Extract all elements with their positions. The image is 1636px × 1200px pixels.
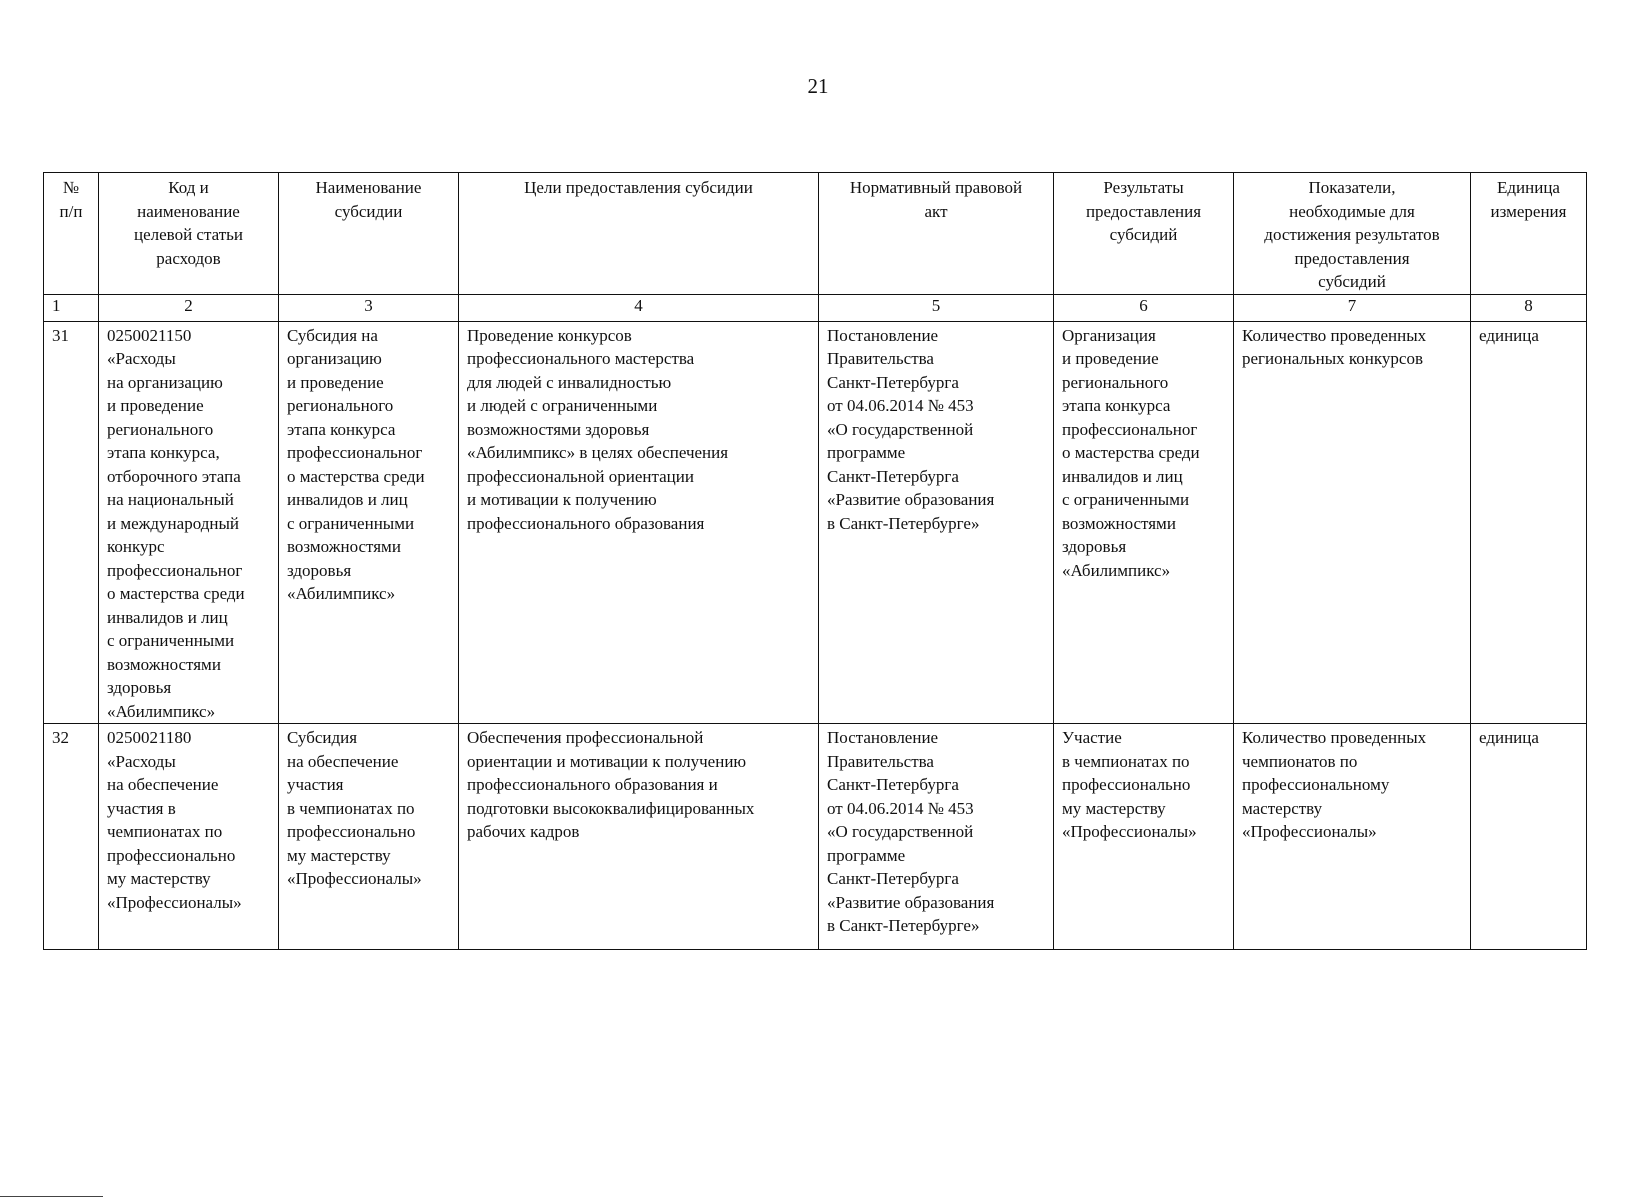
- header-legal-act: Нормативный правовой акт: [819, 173, 1054, 295]
- column-number: 1: [44, 294, 99, 321]
- column-number: 7: [1234, 294, 1471, 321]
- legal-act: Постановление Правительства Санкт-Петербурга от 04.06.2014 № 453 «О государственной программе Санкт-Петербурга «Развитие образования в Санкт-Петербурге»: [819, 724, 1054, 950]
- expense-code: 0250021150 «Расходы на организацию и проведение регионального этапа конкурса, отборочного этапа на национальный и международный конкурс профессиональног о мастерства среди инвалидов и лиц с ограниченными возможностями здоровья «Абилимпикс»: [99, 321, 279, 724]
- column-number: 2: [99, 294, 279, 321]
- column-number: 5: [819, 294, 1054, 321]
- row-number: 32: [44, 724, 99, 950]
- table-row: [44, 724, 1587, 950]
- subsidy-name: Субсидия на организацию и проведение регионального этапа конкурса профессиональног о мастерства среди инвалидов и лиц с ограниченными возможностями здоровья «Абилимпикс»: [279, 321, 459, 724]
- table-row: [44, 321, 1587, 724]
- row-number: 31: [44, 321, 99, 724]
- unit: единица: [1471, 724, 1587, 950]
- column-number: 6: [1054, 294, 1234, 321]
- column-number: 8: [1471, 294, 1587, 321]
- subsidy-table: [43, 172, 1587, 950]
- footer-divider: [0, 1196, 103, 1197]
- column-number: 4: [459, 294, 819, 321]
- header-subsidy-name: Наименование субсидии: [279, 173, 459, 295]
- subsidy-results: Организация и проведение регионального этапа конкурса профессиональног о мастерства среди инвалидов и лиц с ограниченными возможностями здоровья «Абилимпикс»: [1054, 321, 1234, 724]
- subsidy-goals: Обеспечения профессиональной ориентации и мотивации к получению профессионального образования и подготовки высококвалифицированных рабочих кадров: [459, 724, 819, 950]
- subsidy-name: Субсидия на обеспечение участия в чемпионатах по профессионально му мастерству «Профессионалы»: [279, 724, 459, 950]
- header-row: [44, 173, 1587, 295]
- unit: единица: [1471, 321, 1587, 724]
- column-number-row: [44, 294, 1587, 321]
- expense-code: 0250021180 «Расходы на обеспечение участия в чемпионатах по профессионально му мастерству «Профессионалы»: [99, 724, 279, 950]
- legal-act: Постановление Правительства Санкт-Петербурга от 04.06.2014 № 453 «О государственной программе Санкт-Петербурга «Развитие образования в Санкт-Петербурге»: [819, 321, 1054, 724]
- page-number: 21: [807, 74, 829, 98]
- header-goals: Цели предоставления субсидии: [459, 173, 819, 295]
- header-results: Результаты предоставления субсидий: [1054, 173, 1234, 295]
- indicators: Количество проведенных региональных конкурсов: [1234, 321, 1471, 724]
- indicators: Количество проведенных чемпионатов по профессиональному мастерству «Профессионалы»: [1234, 724, 1471, 950]
- subsidy-goals: Проведение конкурсов профессионального мастерства для людей с инвалидностью и людей с ограниченными возможностями здоровья «Абилимпикс» в целях обеспечения профессиональной ориентации и мотивации к получению профессионального образования: [459, 321, 819, 724]
- header-unit: Единица измерения: [1471, 173, 1587, 295]
- header-num: № п/п: [44, 173, 99, 295]
- header-code: Код и наименование целевой статьи расходов: [99, 173, 279, 295]
- header-indicators: Показатели, необходимые для достижения результатов предоставления субсидий: [1234, 173, 1471, 295]
- subsidy-results: Участие в чемпионатах по профессионально му мастерству «Профессионалы»: [1054, 724, 1234, 950]
- column-number: 3: [279, 294, 459, 321]
